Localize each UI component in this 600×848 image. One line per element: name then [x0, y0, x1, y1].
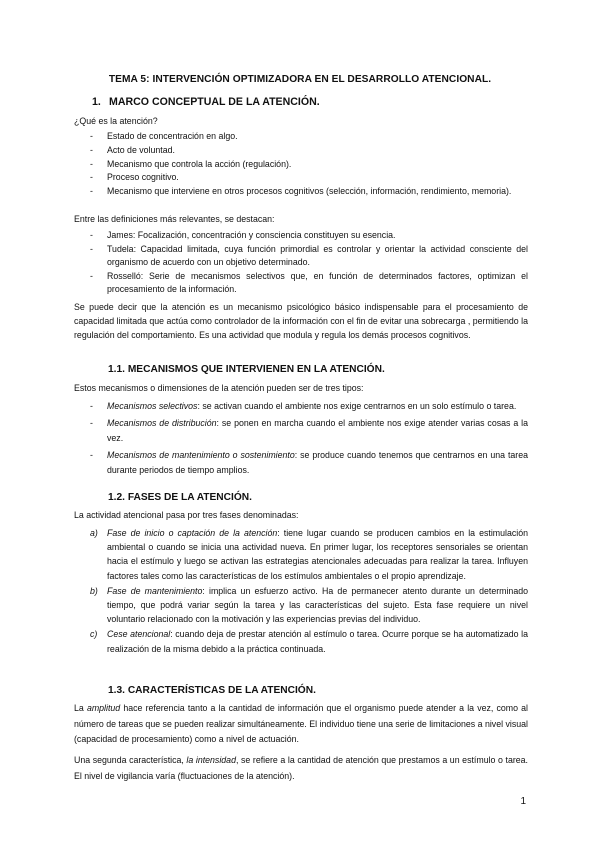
phases-intro: La actividad atencional pasa por tres fases denominadas: [74, 510, 299, 520]
definitions-list [74, 229, 528, 297]
document-title: TEMA 5: INTERVENCIÓN OPTIMIZADORA EN EL DESARROLLO ATENCIONAL. [108, 74, 492, 85]
section-1-1-heading: 1.1. MECANISMOS QUE INTERVIENEN EN LA ATENCIÓN. [108, 364, 385, 375]
list-item: b) Fase de mantenimiento: implica un esfuerzo activo. Ha de permanecer atento durante un determinado tiempo, que podrá variar según la tarea y las características del sujeto. Esta fase requiere un nivel voluntario relacionado con la motivación y las experiencias previas del individuo. [90, 585, 528, 625]
list-item: a) Fase de inicio o captación de la atención: tiene lugar cuando se producen cambios en la estimulación ambiental o cuando se inicia una actividad nueva. En primer lugar, los receptores sensoriales se orientan hacia el estímulo y luego se activan las estrategias atencionales adecuadas para realizar la tarea. Influyen factores tales como las características de los estímulos ambientales o el propio aprendizaje. [90, 528, 529, 581]
list-item: - Acto de voluntad. [74, 144, 528, 157]
bullet-dash: - [90, 131, 93, 141]
section-1-title: MARCO CONCEPTUAL DE LA ATENCIÓN. [109, 96, 320, 108]
bullet-dash: - [90, 243, 93, 254]
list-item: - Mecanismo que interviene en otros procesos cognitivos (selección, información, rendimiento, memoria). [74, 185, 528, 198]
list-item: - Mecanismos de distribución: se ponen en marcha cuando el ambiente nos exige atender varias cosas a la vez. [90, 417, 529, 443]
mechanisms-list [74, 399, 528, 480]
bullet-dash: - [90, 270, 93, 281]
bullet-dash: - [90, 144, 93, 155]
list-item: - Proceso cognitivo. [74, 171, 528, 184]
list-item: - Rosselló: Serie de mecanismos selectivos que, en función de determinados factores, optimizan el procesamiento de la información. [90, 270, 528, 295]
list-item: - Mecanismos selectivos: se activan cuando el ambiente nos exige centrarnos en un solo estímulo o tarea. [74, 399, 528, 414]
list-item: c) Cese atencional: cuando deja de prestar atención al estímulo o tarea. Ocurre porque se ha automatizado la realización de la misma debido a la práctica continuada. [90, 629, 529, 654]
list-item: - James: Focalización, concentración y consciencia constituyen su esencia. [74, 229, 528, 242]
intensity-paragraph: Una segunda característica, la intensidad, se refiere a la cantidad de atención que prestamos a un estímulo o tarea. El nivel de vigilancia varía (fluctuaciones de la atención). [74, 755, 528, 781]
question-line: ¿Qué es la atención? [74, 116, 158, 126]
bullet-dash: - [90, 401, 93, 411]
mechanisms-intro: Estos mecanismos o dimensiones de la atención pueden ser de tres tipos: [74, 383, 364, 393]
section-1-heading [92, 96, 320, 108]
phases-list [74, 526, 528, 657]
bullet-dash: - [90, 158, 93, 169]
bullet-dash: - [90, 417, 93, 428]
list-item: - Mecanismo que controla la acción (regulación). [74, 158, 528, 171]
list-item: - Mecanismos de mantenimiento o sostenimiento: se produce cuando tenemos que centrarnos en una tarea durante periodos de tiempo amplios. [90, 449, 528, 475]
bullet-dash: - [90, 230, 93, 240]
page-number: 1 [520, 796, 526, 807]
amplitude-paragraph: La amplitud hace referencia tanto a la cantidad de información que el organismo puede atender a la vez, como al número de tareas que se pueden realizar simultáneamente. El individuo tiene una serie de limitaciones a nivel visual (capacidad de procesamiento) como a nivel de actuación. [74, 703, 528, 744]
bullet-dash: - [90, 186, 93, 197]
section-1-2-heading: 1.2. FASES DE LA ATENCIÓN. [108, 492, 252, 503]
summary-paragraph: Se puede decir que la atención es un mecanismo psicológico básico indispensable para el procesamiento de capacidad limitada que actúa como controlador de la información con el fin de evitar una sobrecarga , permitiendo la regulación del comportamiento. Es una actividad que modula y regula los demás procesos cognitivos. [74, 302, 528, 340]
list-item: - Estado de concentración en algo. [74, 130, 528, 143]
definitions-intro: Entre las definiciones más relevantes, se destacan: [74, 214, 275, 224]
list-marker: b) [90, 585, 98, 596]
section-1-number: 1. [92, 96, 101, 108]
list-marker: c) [90, 629, 98, 640]
list-item: - Tudela: Capacidad limitada, cuya función primordial es controlar y orientar la actividad consciente del organismo de acuerdo con un objetivo determinado. [90, 243, 528, 268]
list-marker: a) [90, 528, 98, 538]
bullet-dash: - [90, 172, 93, 183]
bullet-dash: - [90, 449, 93, 460]
section-1-3-heading: 1.3. CARACTERÍSTICAS DE LA ATENCIÓN. [108, 685, 316, 696]
question-list [74, 130, 528, 199]
